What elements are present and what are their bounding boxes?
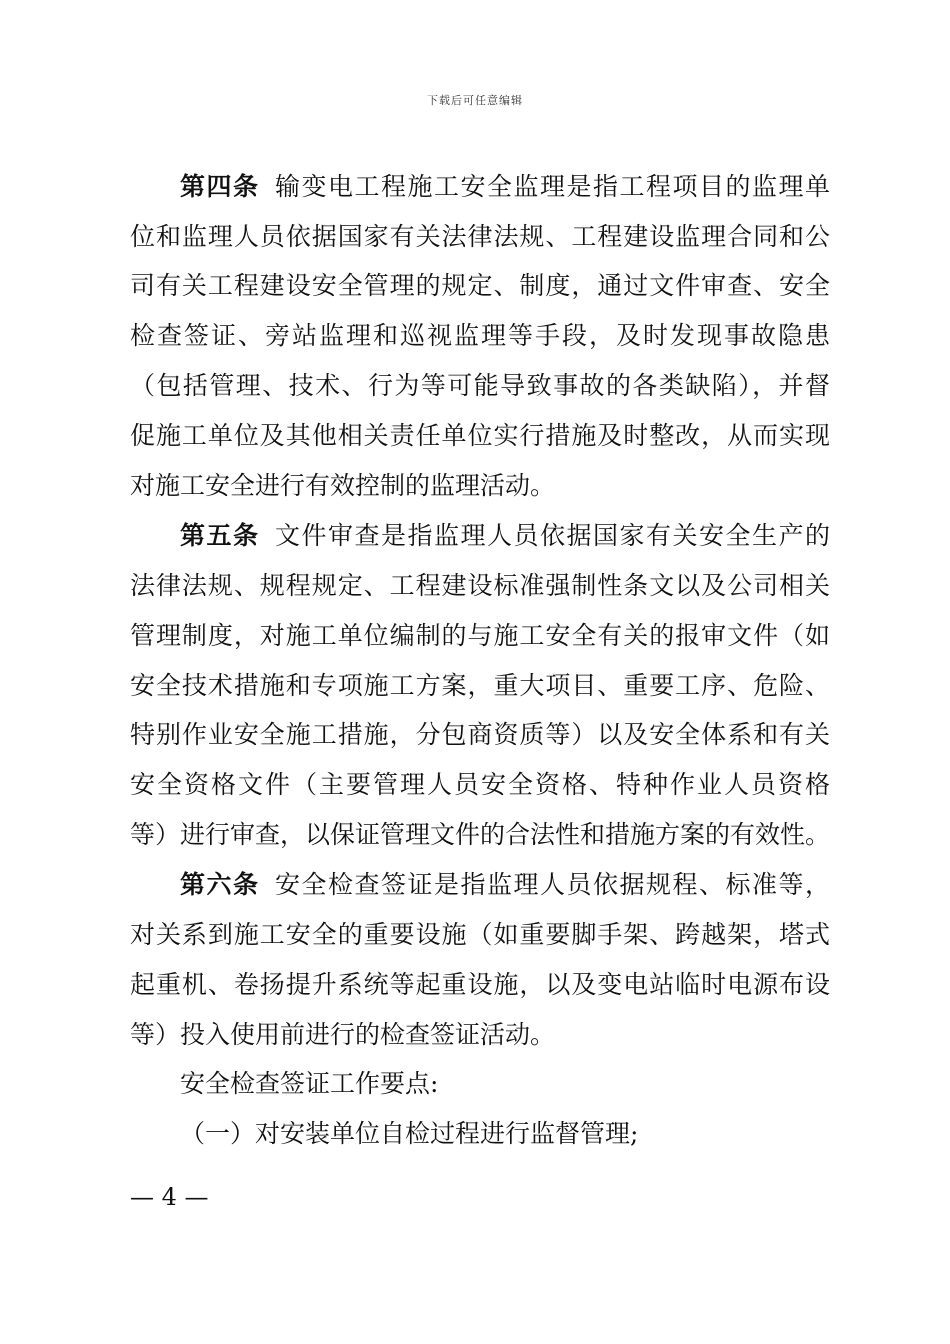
article-5-title: 第五条 — [180, 521, 260, 550]
article-4-line-2: 位和监理人员依据国家有关法律法规、工程建设监理合同和公 — [130, 222, 830, 251]
article-5-line-1: 第五条 文件审查是指监理人员依据国家有关安全生产的 — [180, 521, 830, 550]
article-5-line-4: 安全技术措施和专项施工方案，重大项目、重要工序、危险、 — [130, 671, 830, 700]
article-4-line-7: 对施工安全进行有效控制的监理活动。 — [130, 471, 556, 500]
page-number: — 4 — — [130, 1183, 209, 1211]
points-title: 安全检查签证工作要点: — [180, 1069, 439, 1098]
article-6-title: 第六条 — [180, 870, 260, 899]
article-5-line-7: 等）进行审查，以保证管理文件的合法性和措施方案的有效性。 — [130, 820, 831, 849]
article-6-line-2: 对关系到施工安全的重要设施（如重要脚手架、跨越架，塔式 — [130, 920, 830, 949]
article-6-line-4: 等）投入使用前进行的检查签证活动。 — [130, 1020, 556, 1049]
article-4-line-4: 检查签证、旁站监理和巡视监理等手段，及时发现事故隐患 — [130, 321, 830, 350]
article-6-line-1: 第六条 安全检查签证是指监理人员依据规程、标准等， — [180, 870, 830, 899]
article-4-line-5: （包括管理、技术、行为等可能导致事故的各类缺陷），并督 — [130, 371, 830, 400]
article-4-line-6: 促施工单位及其他相关责任单位实行措施及时整改，从而实现 — [130, 421, 830, 450]
article-4-title: 第四条 — [180, 172, 260, 201]
article-4-line-3: 司有关工程建设安全管理的规定、制度，通过文件审查、安全 — [130, 271, 830, 300]
point-1: （一）对安装单位自检过程进行监督管理; — [180, 1119, 639, 1148]
article-5-line-3: 管理制度，对施工单位编制的与施工安全有关的报审文件（如 — [130, 621, 830, 650]
article-5-line-6: 安全资格文件（主要管理人员安全资格、特种作业人员资格 — [130, 770, 830, 799]
page-header: 下载后可任意编辑 — [427, 94, 523, 107]
article-5-line-2: 法律法规、规程规定、工程建设标准强制性条文以及公司相关 — [130, 571, 830, 600]
article-4-line-1: 第四条 输变电工程施工安全监理是指工程项目的监理单 — [180, 172, 830, 201]
article-5-line-5: 特别作业安全施工措施，分包商资质等）以及安全体系和有关 — [130, 720, 830, 749]
article-6-line-3: 起重机、卷扬提升系统等起重设施，以及变电站临时电源布设 — [130, 970, 830, 999]
